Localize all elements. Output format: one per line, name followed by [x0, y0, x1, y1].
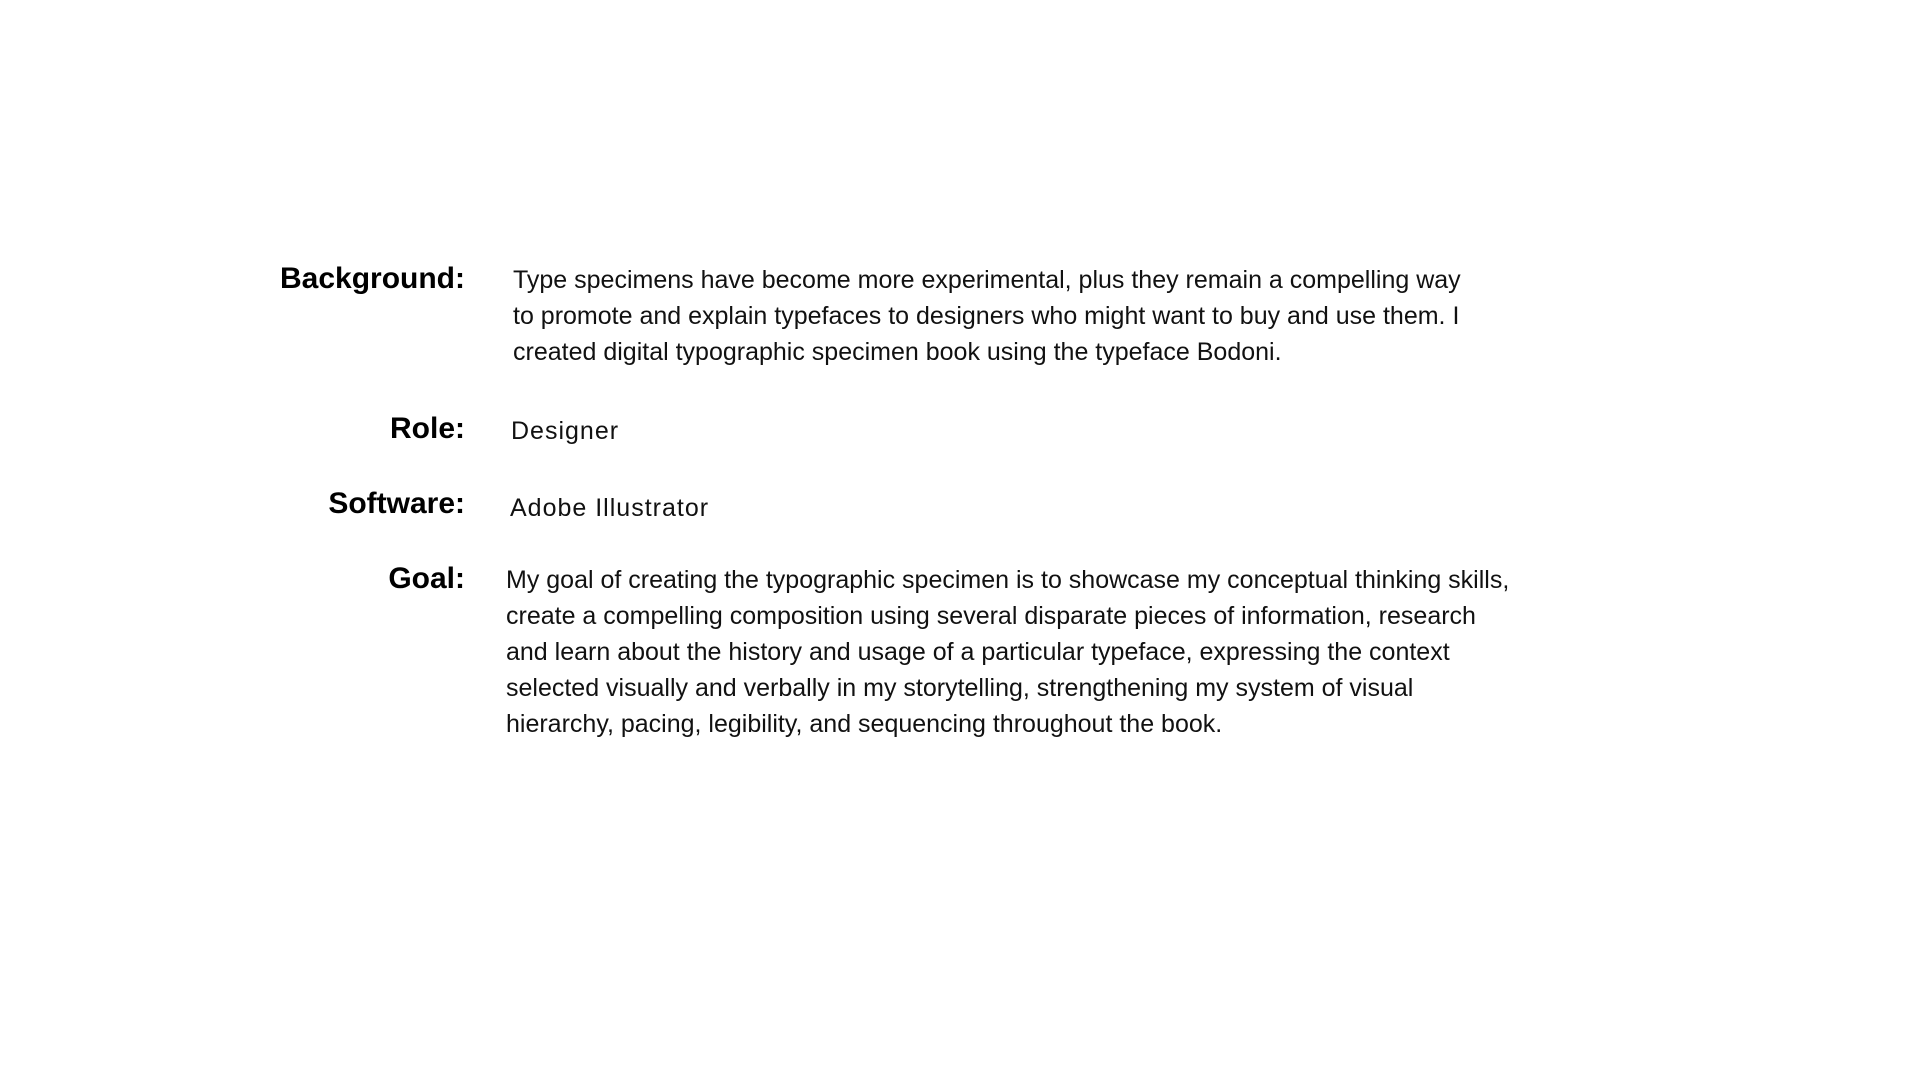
software-label: Software: [328, 487, 465, 520]
background-label: Background: [279, 262, 465, 295]
goal-text [506, 562, 1509, 742]
goal-line: and learn about the history and usage of a particular typeface, expressing the context [506, 638, 1450, 666]
background-text [513, 262, 1461, 370]
background-line: to promote and explain typefaces to designers who might want to buy and use them. I [513, 302, 1460, 330]
background-line: Type specimens have become more experimental, plus they remain a compelling way [513, 266, 1461, 294]
goal-line: My goal of creating the typographic specimen is to showcase my conceptual thinking skills, [506, 566, 1510, 594]
role-value: Designer [511, 417, 620, 445]
goal-line: hierarchy, pacing, legibility, and sequencing throughout the book. [506, 710, 1223, 738]
background-line: created digital typographic specimen book using the typeface Bodoni. [513, 338, 1282, 366]
goal-line: selected visually and verbally in my storytelling, strengthening my system of visual [506, 674, 1414, 702]
role-label: Role: [390, 412, 465, 445]
software-value: Adobe Illustrator [510, 494, 710, 522]
goal-label: Goal: [388, 562, 465, 595]
goal-line: create a compelling composition using several disparate pieces of information, research [506, 602, 1476, 630]
